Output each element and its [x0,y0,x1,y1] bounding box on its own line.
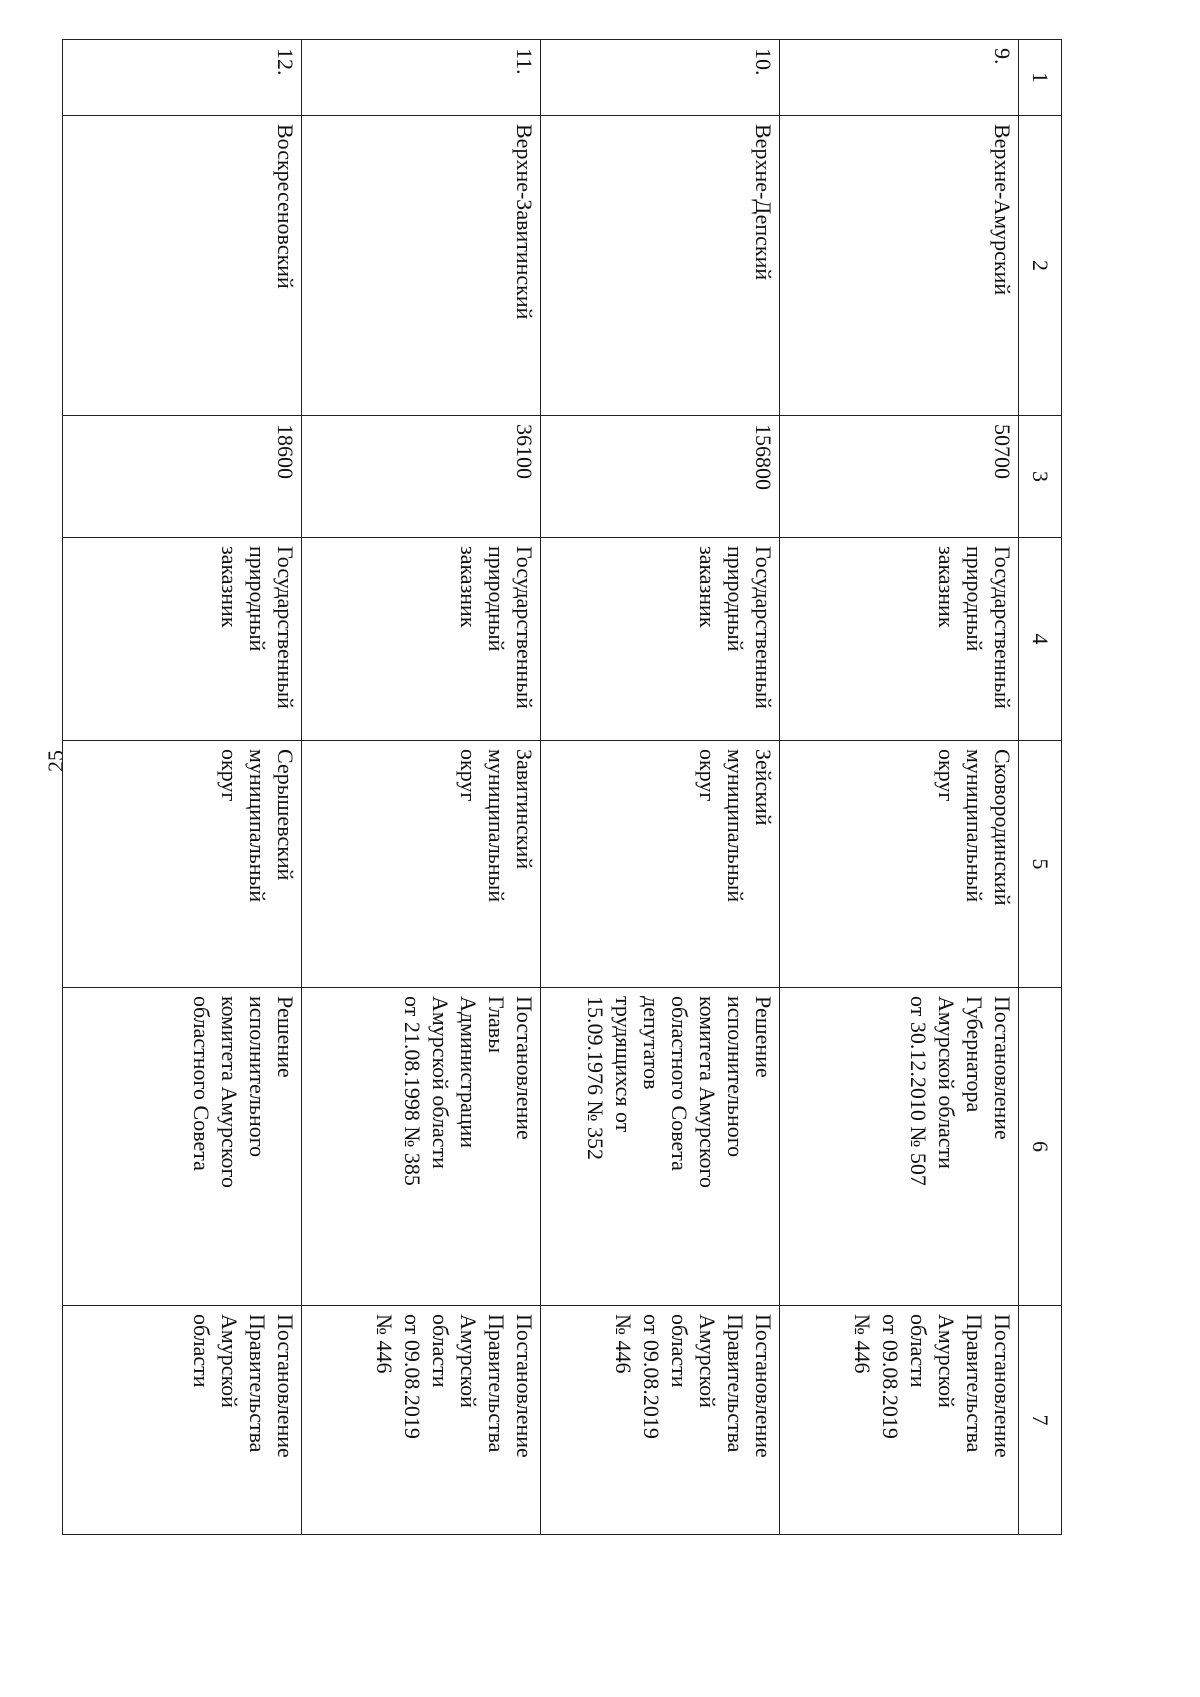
reserve-type: Государственный природный заказник [780,538,1019,741]
reserve-area: 50700 [780,416,1019,538]
regulation-document: Постановление Правительства Амурской области от 09.08.2019 № 446 [302,1306,541,1535]
header-cell: 7 [1019,1306,1062,1535]
row-number: 12. [63,40,302,116]
reserve-district: Зейский муниципальный округ [541,741,780,988]
founding-document: Постановление Губернатора Амурской области от 30.12.2010 № 507 [780,988,1019,1306]
header-cell: 3 [1019,416,1062,538]
reserve-type: Государственный природный заказник [302,538,541,741]
founding-document: Решение исполнительного комитета Амурского областного Совета депутатов трудящихся от 15.09.1976 № 352 [541,988,780,1306]
header-cell: 6 [1019,988,1062,1306]
reserve-area: 18600 [63,416,302,538]
row-number: 11. [302,40,541,116]
regulation-document: Постановление Правительства Амурской области от 09.08.2019 № 446 [780,1306,1019,1535]
reserve-name: Верхне-Амурский [780,116,1019,416]
reserve-type: Государственный природный заказник [541,538,780,741]
reserve-area: 156800 [541,416,780,538]
header-cell: 2 [1019,116,1062,416]
table-header-row [1019,40,1062,1535]
reserve-area: 36100 [302,416,541,538]
header-cell: 1 [1019,40,1062,116]
header-cell: 5 [1019,741,1062,988]
reserves-table [62,39,1062,1535]
founding-document: Решение исполнительного комитета Амурского областного Совета [63,988,302,1306]
rotated-table-container [87,39,1062,1534]
reserve-type: Государственный природный заказник [63,538,302,741]
row-number: 10. [541,40,780,116]
table-row [541,40,780,1535]
table-row [302,40,541,1535]
reserve-district: Серышевский муниципальный округ [63,741,302,988]
header-cell: 4 [1019,538,1062,741]
reserve-district: Завитинский муниципальный округ [302,741,541,988]
page-number: 25 [43,750,68,772]
founding-document: Постановление Главы Администрации Амурской области от 21.08.1998 № 385 [302,988,541,1306]
table-row [780,40,1019,1535]
regulation-document: Постановление Правительства Амурской области [63,1306,302,1535]
reserve-name: Верхне-Депский [541,116,780,416]
table-row [63,40,302,1535]
regulation-document: Постановление Правительства Амурской области от 09.08.2019 № 446 [541,1306,780,1535]
row-number: 9. [780,40,1019,116]
reserve-name: Верхне-Завитинский [302,116,541,416]
reserve-district: Сковородинский муниципальный округ [780,741,1019,988]
reserve-name: Воскресеновский [63,116,302,416]
